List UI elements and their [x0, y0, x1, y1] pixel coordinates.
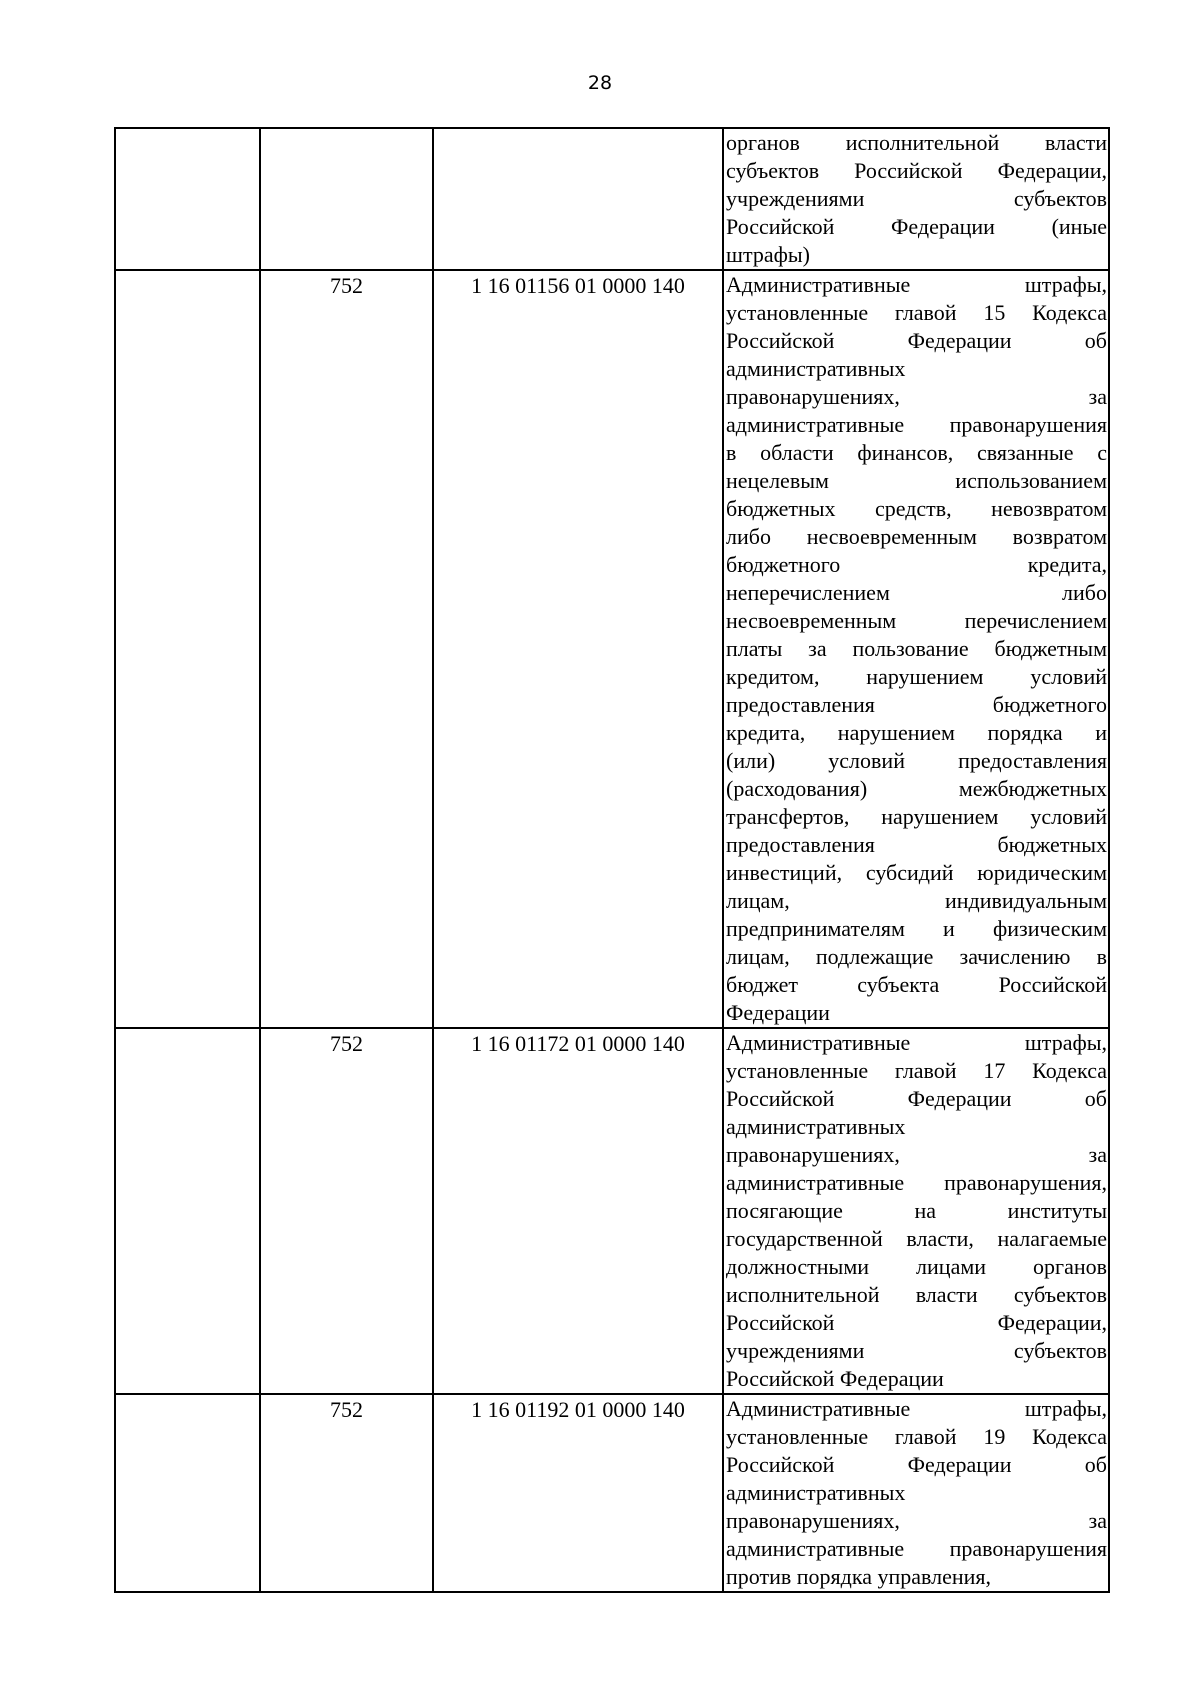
kbk-code: 1 16 01192 01 0000 140: [471, 1397, 685, 1422]
table-row: [115, 1394, 1109, 1592]
row-number-cell: [115, 128, 260, 270]
kbk-code: 1 16 01156 01 0000 140: [471, 273, 685, 298]
description-line: административных: [726, 356, 906, 381]
description-line: бюджетных средств, невозвратом: [726, 496, 1107, 521]
description-line: правонарушениях, за: [726, 384, 1107, 409]
row-number: [116, 271, 259, 272]
table-row: [115, 1028, 1109, 1394]
description-line: Российской Федерации: [726, 1366, 944, 1391]
description-line: административных: [726, 1480, 906, 1505]
description-line: административные правонарушения: [726, 1536, 1107, 1561]
description-line: неперечислением либо: [726, 580, 1107, 605]
row-number-cell: [115, 270, 260, 1028]
row-number: [116, 1395, 259, 1396]
admin-code-cell: [260, 1394, 433, 1592]
description-line: кредита, нарушением порядка и: [726, 720, 1107, 745]
description-line: правонарушениях, за: [726, 1142, 1107, 1167]
admin-code: 752: [330, 1031, 363, 1056]
description-line: посягающие на институты: [726, 1198, 1107, 1223]
kbk-code: 1 16 01172 01 0000 140: [471, 1031, 685, 1056]
description-line: Российской Федерации об: [726, 1086, 1107, 1111]
description-line: лицам, подлежащие зачислению в: [726, 944, 1107, 969]
description-line: инвестиций, субсидий юридическим: [726, 860, 1107, 885]
admin-code: 752: [330, 1397, 363, 1422]
kbk-code: [434, 129, 722, 130]
admin-code-cell: [260, 270, 433, 1028]
admin-code: 752: [330, 273, 363, 298]
admin-code-cell: [260, 128, 433, 270]
description-line: предоставления бюджетных: [726, 832, 1107, 857]
description-line: государственной власти, налагаемые: [726, 1226, 1107, 1251]
description-cell: [723, 128, 1109, 270]
row-number-cell: [115, 1394, 260, 1592]
description-line: установленные главой 19 Кодекса: [726, 1424, 1107, 1449]
description-cell: [723, 1394, 1109, 1592]
page-number: 28: [587, 72, 613, 94]
description-cell: [723, 1028, 1109, 1394]
description-line: Административные штрафы,: [726, 272, 1107, 297]
row-number-cell: [115, 1028, 260, 1394]
admin-code-cell: [260, 1028, 433, 1394]
description-line: трансфертов, нарушением условий: [726, 804, 1107, 829]
description-line: платы за пользование бюджетным: [726, 636, 1107, 661]
kbk-cell: [433, 1394, 723, 1592]
description-line: штрафы): [726, 242, 810, 267]
description-line: кредитом, нарушением условий: [726, 664, 1107, 689]
row-number: [116, 1029, 259, 1030]
description-line: исполнительной власти субъектов: [726, 1282, 1107, 1307]
table-row: [115, 270, 1109, 1028]
kbk-cell: [433, 1028, 723, 1394]
description-line: предоставления бюджетного: [726, 692, 1107, 717]
description-line: Российской Федерации об: [726, 328, 1107, 353]
description-line: субъектов Российской Федерации,: [726, 158, 1107, 183]
description-line: нецелевым использованием: [726, 468, 1107, 493]
description-line: в области финансов, связанные с: [726, 440, 1107, 465]
description-line: предпринимателям и физическим: [726, 916, 1107, 941]
description-line: Административные штрафы,: [726, 1396, 1107, 1421]
description-cell: [723, 270, 1109, 1028]
row-number: [116, 129, 259, 130]
kbk-cell: [433, 128, 723, 270]
table-row: [115, 128, 1109, 270]
description-line: лицам, индивидуальным: [726, 888, 1107, 913]
description-line: учреждениями субъектов: [726, 186, 1107, 211]
description-line: (или) условий предоставления: [726, 748, 1107, 773]
description-line: установленные главой 17 Кодекса: [726, 1058, 1107, 1083]
description-line: органов исполнительной власти: [726, 130, 1107, 155]
kbk-cell: [433, 270, 723, 1028]
description-line: против порядка управления,: [726, 1564, 992, 1589]
description-line: несвоевременным перечислением: [726, 608, 1107, 633]
description-line: учреждениями субъектов: [726, 1338, 1107, 1363]
description-line: Российской Федерации об: [726, 1452, 1107, 1477]
description-line: установленные главой 15 Кодекса: [726, 300, 1107, 325]
description-line: бюджет субъекта Российской: [726, 972, 1107, 997]
description-line: административные правонарушения,: [726, 1170, 1107, 1195]
description-line: административные правонарушения: [726, 412, 1107, 437]
revenue-codes-table: [114, 127, 1110, 1593]
description-line: Федерации: [726, 1000, 830, 1025]
admin-code: [261, 129, 432, 130]
description-line: должностными лицами органов: [726, 1254, 1107, 1279]
description-line: Российской Федерации,: [726, 1310, 1107, 1335]
description-line: Административные штрафы,: [726, 1030, 1107, 1055]
description-line: правонарушениях, за: [726, 1508, 1107, 1533]
table-body: [115, 128, 1109, 1592]
description-line: бюджетного кредита,: [726, 552, 1107, 577]
description-line: Российской Федерации (иные: [726, 214, 1107, 239]
description-line: административных: [726, 1114, 906, 1139]
description-line: либо несвоевременным возвратом: [726, 524, 1107, 549]
description-line: (расходования) межбюджетных: [726, 776, 1107, 801]
